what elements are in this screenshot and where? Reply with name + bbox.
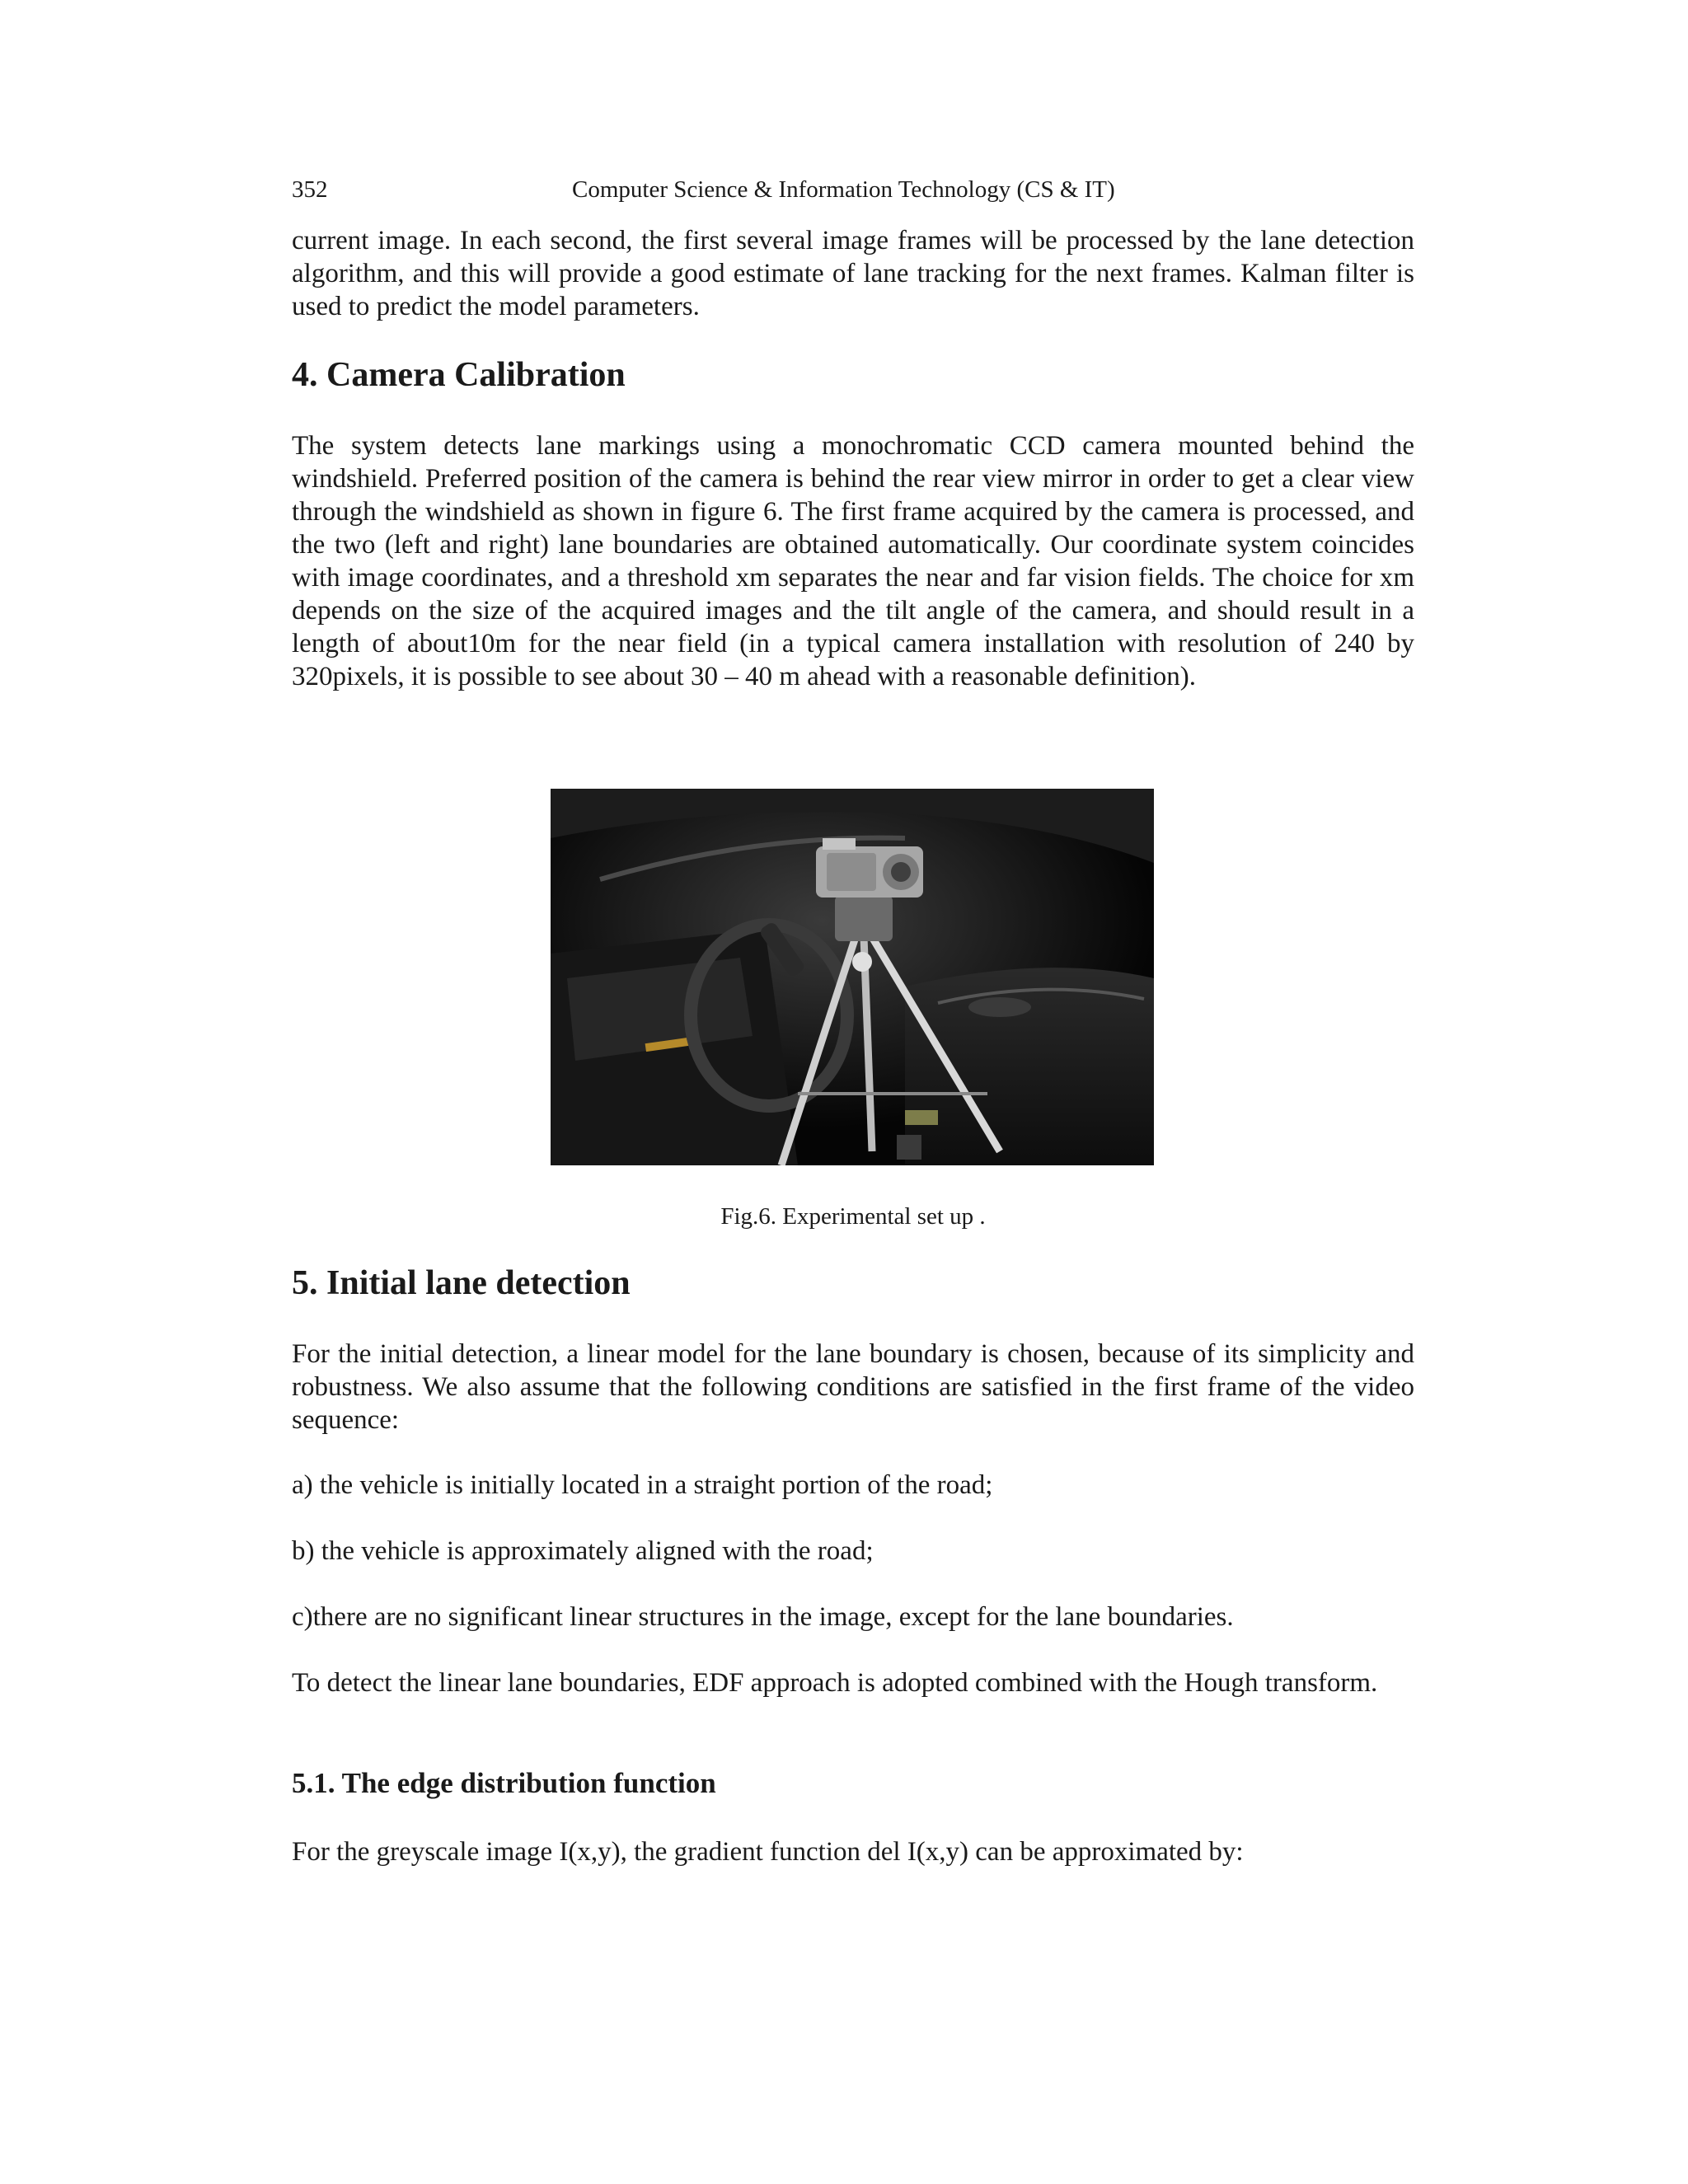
section-5-1-paragraph: For the greyscale image I(x,y), the gradient function del I(x,y) can be approximated by: [292, 1837, 1244, 1867]
intro-paragraph: current image. In each second, the first several image frames will be processed by the lane detection algorithm, and this will provide a good estimate of lane tracking for the next frames. Kalman filter is used to predict the model parameters. [292, 226, 1414, 321]
section-4-heading: 4. Camera Calibration [292, 356, 626, 394]
running-title: Computer Science & Information Technology (CS & IT) [572, 176, 1115, 203]
experimental-setup-photo [551, 789, 1154, 1165]
section-5-paragraph: For the initial detection, a linear model for the lane boundary is chosen, because of its simplicity and robustness. We also assume that the following conditions are satisfied in the first frame of the video sequence: [292, 1339, 1414, 1435]
condition-b: b) the vehicle is approximately aligned with the road; [292, 1536, 874, 1566]
page-number: 352 [292, 176, 328, 203]
condition-a: a) the vehicle is initially located in a straight portion of the road; [292, 1470, 993, 1500]
section-5-closing-paragraph: To detect the linear lane boundaries, EDF approach is adopted combined with the Hough transform. [292, 1668, 1378, 1698]
condition-c: c)there are no significant linear structures in the image, except for the lane boundaries. [292, 1602, 1234, 1632]
figure-caption: Fig.6. Experimental set up . [720, 1203, 986, 1230]
running-header [292, 173, 1414, 206]
section-4-paragraph: The system detects lane markings using a monochromatic CCD camera mounted behind the windshield. Preferred position of the camera is behind the rear view mirror in order to get a clear view through the windshield as shown in figure 6. The first frame acquired by the camera is processed, and the two (left and right) lane boundaries are obtained automatically. Our coordinate system coincides with image coordinates, and a threshold xm separates the near and far vision fields. The choice for xm depends on the size of the acquired images and the tilt angle of the camera, and should result in a length of about10m for the near field (in a typical camera installation with resolution of 240 by 320pixels, it is possible to see about 30 – 40 m ahead with a reasonable definition). [292, 431, 1414, 691]
section-5-1-heading: 5.1. The edge distribution function [292, 1767, 716, 1799]
section-5-heading: 5. Initial lane detection [292, 1264, 631, 1302]
